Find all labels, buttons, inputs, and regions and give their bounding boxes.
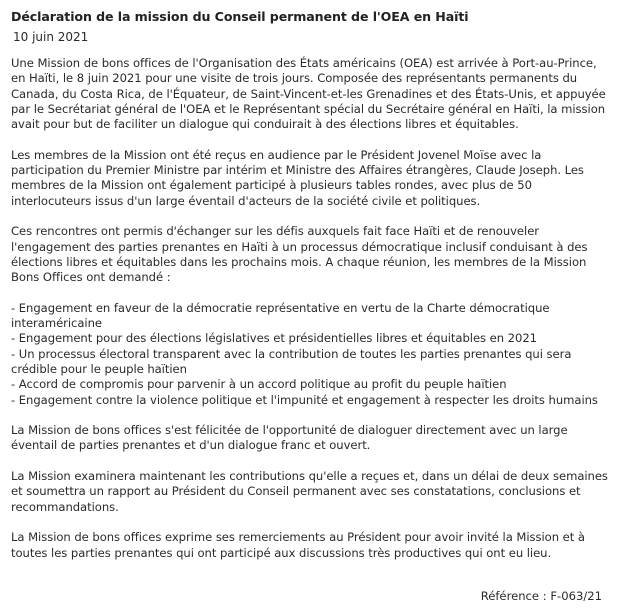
list-item: - Engagement en faveur de la démocratie représentative en vertu de la Charte démocratique interaméricaine [11,300,550,331]
release-date: 10 juin 2021 [13,30,89,44]
list-item: - Accord de compromis pour parvenir à un accord politique au profit du peuple haïtien [11,377,507,392]
paragraph-report: La Mission examinera maintenant les contributions qu'elle a reçues et, dans un délai de deux semaines et soumettra un rapport au Président du Conseil permanent avec ses constatations, conclusions et recommandations. [11,469,608,514]
release-body [11,56,614,561]
paragraph-meetings: Les membres de la Mission ont été reçus en audience par le Président Jovenel Moïse avec la participation du Premier Ministre par intérim et Ministre des Affaires étrangères, Claude Joseph. Les membres de la Mission ont également participé à plusieurs tables rondes, avec plus de 50 interlocuteurs issus d'un large éventail d'acteurs de la société civile et politiques. [11,147,584,208]
paragraph-intro: Une Mission de bons offices de l'Organisation des États américains (OEA) est arrivée à Port-au-Prince, en Haïti, le 8 juin 2021 pour une visite de trois jours. Composée des représentants permanents du Canada, du Costa Rica, de l'Équateur, de Saint-Vincent-et-les Grenadines et des États-Unis, et appuyée par le Secrétariat général de l'OEA et le Représentant spécial du Secrétaire général en Haïti, la mission avait pour but de faciliter un dialogue qui conduirait à des élections libres et équitables. [11,56,606,132]
paragraph-dialogue: La Mission de bons offices s'est félicitée de l'opportunité de dialoguer directement avec un large éventail de parties prenantes et d'un dialogue franc et ouvert. [11,423,568,453]
page-title: Déclaration de la mission du Conseil permanent de l'OEA en Haïti [11,9,469,24]
list-item: - Engagement pour des élections législatives et présidentielles libres et équitables en 2021 [11,331,537,346]
reference-number: Référence : F-063/21 [480,589,602,603]
list-item: - Un processus électoral transparent avec la contribution de toutes les parties prenantes qui sera crédible pour le peuple haïtien [11,346,572,376]
list-item: - Engagement contre la violence politique et l'impunité et engagement à respecter les droits humains [11,392,598,407]
demands-list [11,301,614,408]
paragraph-demands-intro: Ces rencontres ont permis d'échanger sur les défis auxquels fait face Haïti et de renouveler l'engagement des parties prenantes en Haïti à un processus démocratique inclusif conduisant à des élections libres et équitables dans les prochains mois. A chaque réunion, les membres de la Mission Bons Offices ont demandé : [11,224,588,285]
paragraph-thanks: La Mission de bons offices exprime ses remerciements au Président pour avoir invité la Mission et à toutes les parties prenantes qui ont participé aux discussions très productives qui ont eu lieu. [11,530,585,560]
